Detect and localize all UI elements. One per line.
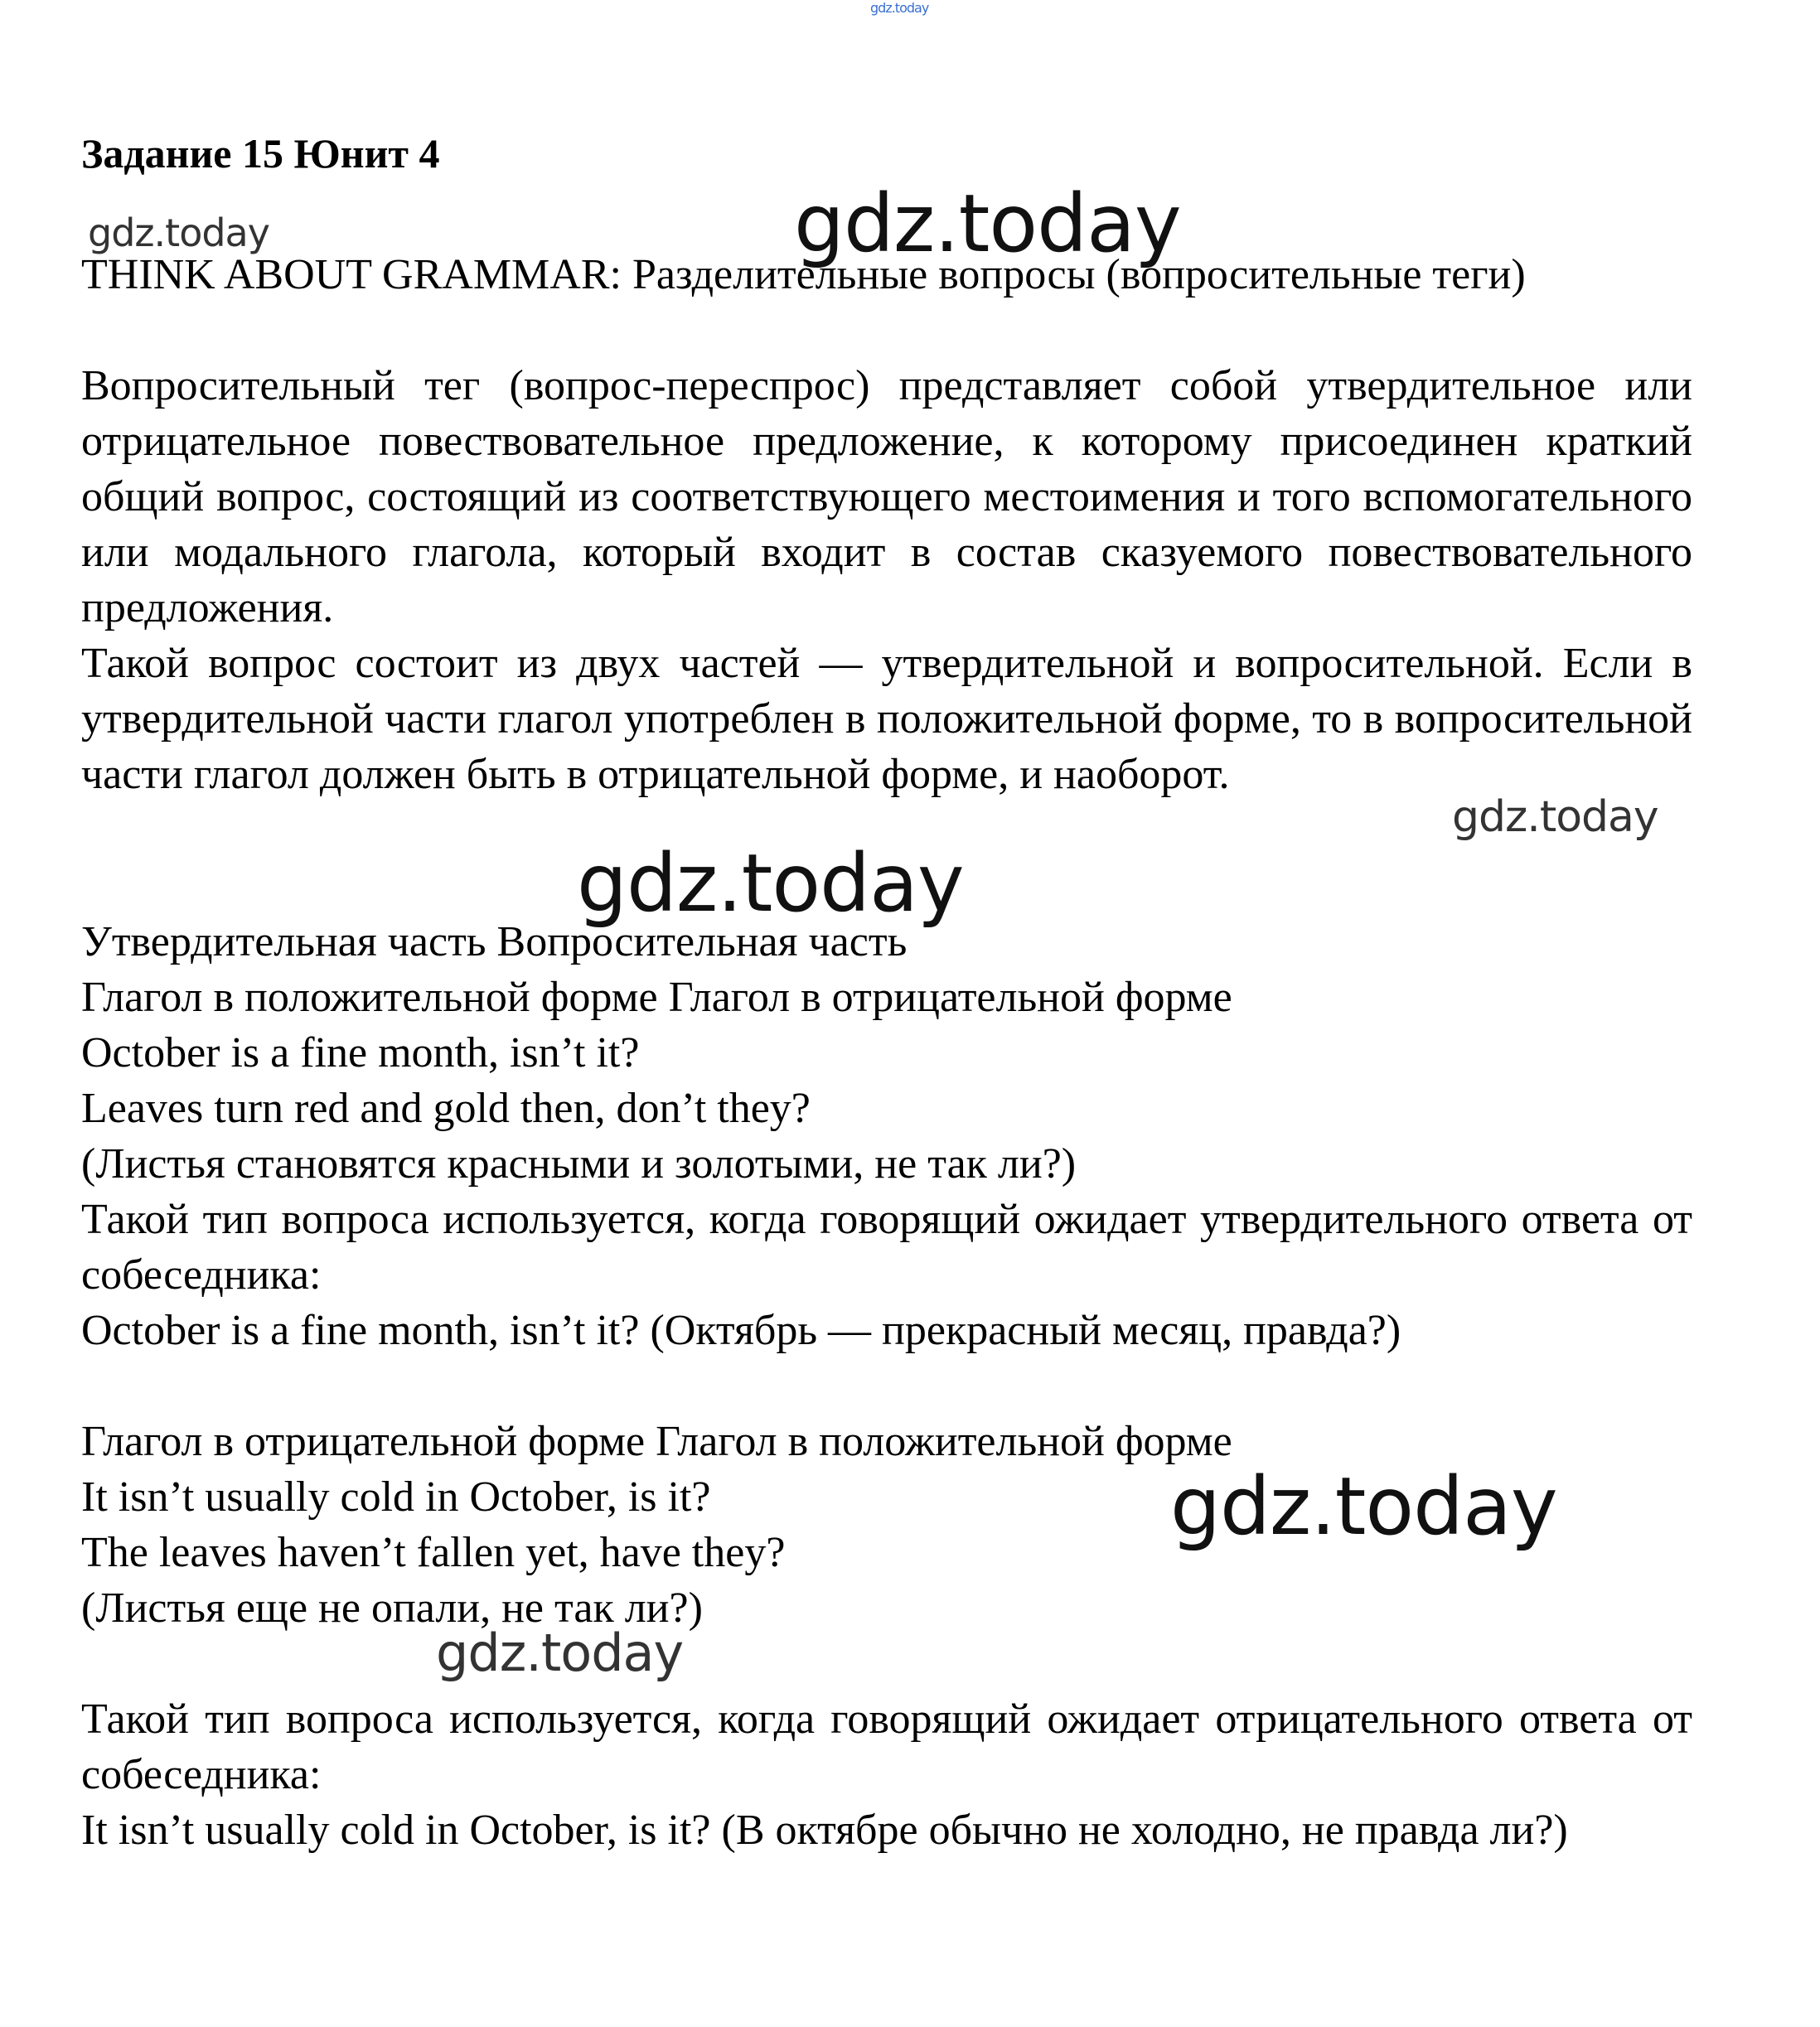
section2-subheader: Глагол в отрицательной форме Глагол в положительной форме [81, 1418, 1232, 1465]
definition-paragraph: Вопросительный тег (вопрос-переспрос) представляет собой утвердительное или отрицательное повествовательное предложение, к которому присоединен краткий общий вопрос, состоящий из соответствующего местоимения и того вспомогательного или модального глагола, который входит в состав сказуемого повествовательного предложения. [81, 362, 1692, 631]
watermark-small-3: gdz.today [436, 1623, 684, 1683]
watermark-top: gdz.today [870, 0, 929, 16]
section1-example-2: Leaves turn red and gold then, don’t they? [81, 1085, 811, 1132]
section1-translation: (Листья становятся красными и золотыми, не так ли?) [81, 1140, 1077, 1188]
section1-header: Утвердительная часть Вопросительная часть [81, 918, 908, 965]
section2-translation: (Листья еще не опали, не так ли?) [81, 1584, 703, 1632]
structure-paragraph: Такой вопрос состоит из двух частей — утвердительной и вопросительной. Если в утвердительной части глагол употреблен в положительной форме, то в вопросительной части глагол должен быть в отрицательной форме, и наоборот. [81, 640, 1692, 798]
watermark-small-1: gdz.today [88, 210, 269, 255]
section2-usage: Такой тип вопроса используется, когда говорящий ожидает отрицательного ответа от собеседника: [81, 1696, 1692, 1798]
watermark-large-2: gdz.today [577, 837, 964, 930]
section2-usage-example: It isn’t usually cold in October, is it? (В октябре обычно не холодно, не правда ли?) [81, 1807, 1568, 1854]
section2-example-1: It isn’t usually cold in October, is it? [81, 1473, 711, 1521]
section1-example-1: October is a fine month, isn’t it? [81, 1029, 640, 1076]
section2-example-2: The leaves haven’t fallen yet, have they? [81, 1529, 786, 1576]
section1-subheader: Глагол в положительной форме Глагол в отрицательной форме [81, 974, 1232, 1021]
watermark-large-3: gdz.today [1170, 1460, 1557, 1553]
page-title: Задание 15 Юнит 4 [81, 130, 440, 177]
section1-usage: Такой тип вопроса используется, когда говорящий ожидает утвердительного ответа от собеседника: [81, 1196, 1692, 1299]
section1-usage-example: October is a fine month, isn’t it? (Октябрь — прекрасный месяц, правда?) [81, 1307, 1401, 1354]
intro-paragraph: THINK ABOUT GRAMMAR: Разделительные вопросы (вопросительные теги) [81, 251, 1526, 298]
watermark-large-1: gdz.today [794, 177, 1181, 270]
watermark-small-2: gdz.today [1452, 792, 1658, 842]
